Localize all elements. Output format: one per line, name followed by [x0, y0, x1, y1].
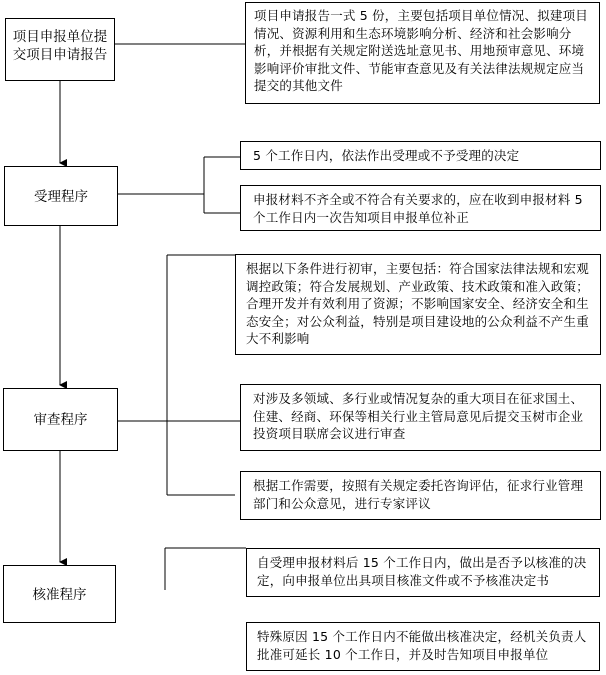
- note-preliminary-review-text: 根据以下条件进行初审，主要包括：符合国家法律法规和宏观调控政策；符合发展规划、产业政策、技术政策和准入政策；合理开发并有效利用了资源；不影响国家安全、经济安全和生态安全；对公众利益，特别是项目建设地的公众利益不产生重大不利影响: [246, 261, 589, 346]
- step-submit-application: [5, 18, 115, 81]
- note-extension-text: 特殊原因 15 个工作日内不能做出核准决定，经机关负责人批准可延长 10 个工作日，并及时告知项目申报单位: [257, 629, 587, 662]
- note-consultation-text: 根据工作需要，按照有关规定委托咨询评估，征求行业管理部门和公众意见，进行专家评议: [253, 478, 584, 511]
- note-approval-deadline-text: 自受理申报材料后 15 个工作日内，做出是否予以核准的决定，向申报单位出具项目核准文件或不予核准决定书: [257, 555, 587, 588]
- note-application-contents-text: 项目申请报告一式 5 份，主要包括项目单位情况、拟建项目情况、资源利用和生态环境影响分析、经济和社会影响分析，并根据有关规定附送选址意见书、用地预审意见、环境影响评价审批文件、节能审查意见及有关法律法规规定应当提交的其他文件: [254, 8, 589, 93]
- note-preliminary-review: [235, 254, 601, 355]
- step-acceptance-label: 受理程序: [34, 189, 88, 205]
- note-approval-deadline: [246, 548, 600, 597]
- step-submit-application-label: 项目申报单位提交项目申请报告: [12, 29, 108, 63]
- step-approval: [3, 565, 116, 623]
- note-consultation: [240, 471, 601, 520]
- note-acceptance-decision-text: 5 个工作日内，依法作出受理或不予受理的决定: [253, 148, 520, 163]
- note-application-contents: [245, 2, 600, 104]
- note-major-projects: [240, 384, 601, 451]
- note-major-projects-text: 对涉及多领域、多行业或情况复杂的重大项目在征求国土、住建、经商、环保等相关行业主管局意见后提交玉树市企业投资项目联席会议进行审查: [253, 391, 584, 441]
- note-incomplete-materials-text: 申报材料不齐全或不符合有关要求的，应在收到申报材料 5 个工作日内一次告知项目申报单位补正: [253, 192, 583, 225]
- step-review: [3, 388, 118, 451]
- step-acceptance: [4, 166, 118, 226]
- step-approval-label: 核准程序: [32, 587, 87, 603]
- note-incomplete-materials: [240, 185, 601, 231]
- step-review-label: 审查程序: [33, 412, 88, 428]
- note-extension: [246, 622, 600, 671]
- note-acceptance-decision: [240, 141, 601, 170]
